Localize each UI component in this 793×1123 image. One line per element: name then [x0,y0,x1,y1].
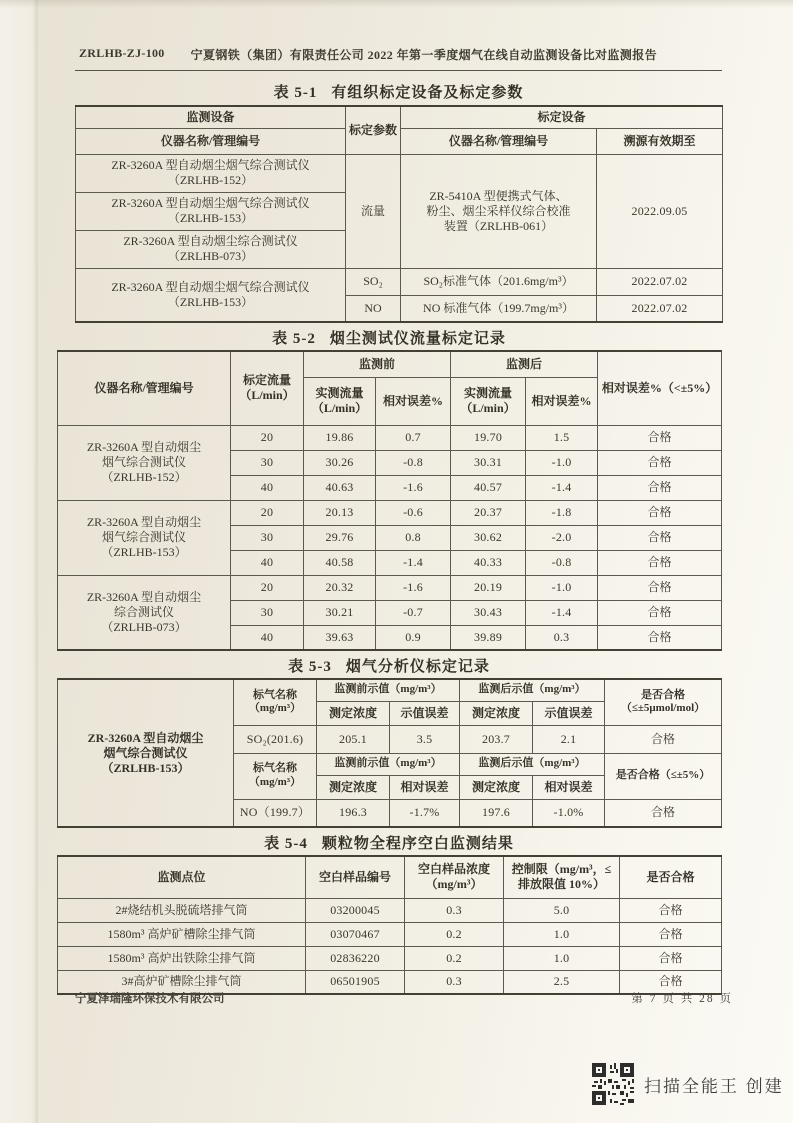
cell-set-flow: 30 [231,450,304,475]
cell-error: -1.7% [390,799,460,827]
cell-error: -1.0 [526,575,598,600]
caption-label: 表 5-4 [264,836,308,852]
instrument-cell [76,192,346,230]
cell-error: 0.7 [376,425,451,450]
cell-limit: 1.0 [504,922,620,946]
cell-error: -0.7 [376,600,451,625]
footer-company: 宁夏泽瑞隆环保技术有限公司 [75,993,225,1005]
cal-device-cell [401,154,597,268]
instrument-line: ZR-3260A 型自动烟尘 [87,730,204,745]
cell-measured: 30.43 [451,600,526,625]
cell-error: -1.0% [533,799,605,827]
cell-monitoring-point: 1580m³ 高炉出铁除尘排气筒 [58,946,306,970]
cell-sample-id: 02836220 [306,946,405,970]
cell-error: -1.0 [526,450,598,475]
cell-result: 合格 [620,970,722,994]
instrument-code: （ZRLHB-153） [167,294,254,309]
table-row [76,268,723,295]
instrument-line: ZR-3260A 型自动烟尘 [86,589,202,604]
table-row [58,856,722,898]
scanner-watermark [592,1063,784,1105]
footer-page-number: 第 7 页 共 28 页 [631,993,733,1005]
doc-title: 宁夏钢铁（集团）有限责任公司 2022 年第一季度烟气在线自动监测设备比对监测报告 [190,48,658,62]
col-header: 监测前示值（mg/m³） [317,679,460,701]
instrument-cell [58,425,231,500]
caption-label: 表 5-1 [273,85,318,101]
col-header: 溯源有效期至 [597,128,723,154]
cell-measured: 39.89 [451,625,526,650]
cell-concentration: 0.2 [405,946,504,970]
instrument-cell [76,230,346,268]
cell-measured: 20.13 [304,500,376,525]
cell-error: -1.8 [526,500,598,525]
col-header: 监测点位 [58,856,306,898]
cell-result: 合格 [605,725,722,753]
cal-device-line: 粉尘、烟尘采样仪综合校准 [426,203,571,218]
col-header: 标定参数 [346,106,401,154]
caption-label: 表 5-2 [272,331,316,347]
col-header: 监测前示值（mg/m³） [317,753,460,775]
cell-error: 2.1 [533,725,605,753]
cell-measured: 39.63 [304,625,376,650]
cell-error: 0.8 [376,525,451,550]
table-row [58,425,722,450]
table-row [58,922,722,946]
cell-set-flow: 40 [231,625,304,650]
col-header: 示值误差 [533,701,605,725]
cell-result: 合格 [598,600,722,625]
instrument-line: （ZRLHB-152） [101,470,187,484]
cell-sample-id: 06501905 [306,970,405,994]
cell-set-flow: 40 [231,475,304,500]
instrument-name: ZR-3260A 型自动烟尘综合测试仪 [123,234,298,248]
cal-gas-cell: SO₂标准气体（201.6mg/m³） [401,268,597,295]
page-content [57,46,723,995]
col-header: 监测设备 [76,106,346,128]
col-header: 是否合格（≤±5%） [605,753,722,799]
cell-error: 0.3 [526,625,598,650]
cell-result: 合格 [598,525,722,550]
valid-date-cell: 2022.07.02 [597,295,723,322]
table51-caption [75,81,722,102]
col-header: 标气名称（mg/m³） [234,753,317,799]
cell-gas: NO（199.7） [234,799,317,827]
cell-sample-id: 03070467 [306,922,405,946]
cell-error: -1.4 [526,475,598,500]
cell-limit: 5.0 [504,898,620,922]
instrument-cell [58,500,231,575]
cell-measured: 30.21 [304,600,376,625]
instrument-name: ZR-3260A 型自动烟尘烟气综合测试仪 [111,196,310,210]
col-header: 测定浓度 [460,701,533,725]
instrument-line: （ZRLHB-073） [101,619,187,634]
table52-caption [57,327,721,348]
col-header: 测定浓度 [460,775,533,799]
table-row [76,106,723,128]
caption-text: 颗粒物全程序空白监测结果 [321,836,514,852]
cal-device-line: 装置（ZRLHB-061） [443,218,554,233]
cell-error: -1.6 [376,475,451,500]
table-row [58,575,722,600]
cell-measured: 40.57 [451,475,526,500]
instrument-line: ZR-3260A 型自动烟尘 [86,515,202,529]
col-header: 仪器名称/管理编号 [58,351,231,425]
scan-edge [0,0,38,1123]
cell-set-flow: 20 [231,500,304,525]
cell-monitoring-point: 1580m³ 高炉矿槽除尘排气筒 [58,922,306,946]
col-header: 监测后 [451,351,598,377]
cell-error: -1.4 [376,550,451,575]
cell-monitoring-point: 3#高炉矿槽除尘排气筒 [58,970,306,994]
instrument-line: 烟气综合测试仪 [101,455,186,469]
table-flow-calibration [57,350,722,651]
cell-measured: 20.19 [451,575,526,600]
col-header: 标气名称（mg/m³） [234,679,317,725]
param-cell: 流量 [346,154,401,268]
col-header: 相对误差 [390,775,460,799]
cell-concentration: 0.3 [405,970,504,994]
cell-measured: 19.86 [304,425,376,450]
valid-date-cell: 2022.09.05 [597,154,723,268]
table-row [76,154,723,192]
cell-error: 1.5 [526,425,598,450]
cell-result: 合格 [620,946,722,970]
caption-text: 有组织标定设备及标定参数 [331,85,524,101]
instrument-code: （ZRLHB-153） [167,211,254,225]
instrument-line: 综合测试仪 [113,604,174,619]
cal-gas-cell: NO 标准气体（199.7mg/m³） [401,295,597,322]
table-blank-monitoring [57,855,722,995]
watermark-text: 扫描全能王 创建 [644,1076,784,1096]
param-cell: NO [346,295,401,322]
instrument-code: （ZRLHB-073） [167,249,254,263]
valid-date-cell: 2022.07.02 [597,268,723,295]
col-header: 相对误差%（<±5%） [598,351,722,425]
cell-measured: 29.76 [304,525,376,550]
cell-result: 合格 [598,550,722,575]
cell-measured: 40.33 [451,550,526,575]
param-cell: SO₂ [346,268,401,295]
col-header: 测定浓度 [317,775,390,799]
instrument-name: ZR-3260A 型自动烟尘烟气综合测试仪 [111,158,310,172]
col-header: 实测流量（L/min） [304,377,376,425]
instrument-line: （ZRLHB-153） [101,760,190,775]
caption-label: 表 5-3 [288,659,332,675]
cell-measured: 20.37 [451,500,526,525]
header-rule [75,70,722,71]
cell-error: -0.6 [376,500,451,525]
table53-caption [57,655,721,676]
cell-error: -1.4 [526,600,598,625]
cell-error: 3.5 [390,725,460,753]
col-header: 示值误差 [390,701,460,725]
col-header: 监测前 [304,351,451,377]
table54-caption [57,832,721,853]
table-row [58,898,722,922]
cell-sample-id: 03200045 [306,898,405,922]
cell-set-flow: 30 [231,525,304,550]
cell-set-flow: 30 [231,600,304,625]
cell-result: 合格 [620,922,722,946]
table-row [58,351,722,377]
table-row [58,679,722,701]
instrument-line: 烟气综合测试仪 [103,745,188,760]
table-gas-analyzer-calibration [57,678,722,828]
scan-edge [0,0,793,8]
col-header: 控制限（mg/m³，≤排放限值 10%） [504,856,620,898]
cell-result: 合格 [598,475,722,500]
cell-result: 合格 [598,625,722,650]
cell-result: 合格 [598,450,722,475]
col-header: 空白样品编号 [306,856,405,898]
cell-concentration: 0.2 [405,922,504,946]
cell-monitoring-point: 2#烧结机头脱硫塔排气筒 [58,898,306,922]
qr-code-icon [592,1063,634,1105]
cell-concentration: 0.3 [405,898,504,922]
col-header: 标定设备 [401,106,723,128]
col-header: 监测后示值（mg/m³） [460,679,605,701]
cell-result: 合格 [598,575,722,600]
cell-concentration: 203.7 [460,725,533,753]
instrument-line: （ZRLHB-153） [101,545,187,559]
instrument-cell [76,268,346,322]
cell-error: -2.0 [526,525,598,550]
col-header: 实测流量（L/min） [451,377,526,425]
cell-result: 合格 [620,898,722,922]
cell-error: -0.8 [526,550,598,575]
running-header [79,46,723,63]
caption-text: 烟尘测试仪流量标定记录 [329,331,506,347]
instrument-code: （ZRLHB-152） [167,173,254,187]
table-calibration-devices [75,105,723,323]
caption-text: 烟气分析仪标定记录 [345,659,490,675]
cell-measured: 40.63 [304,475,376,500]
instrument-line: ZR-3260A 型自动烟尘 [86,440,202,454]
cell-limit: 2.5 [504,970,620,994]
cell-result: 合格 [605,799,722,827]
instrument-name: ZR-3260A 型自动烟尘烟气综合测试仪 [111,279,310,294]
col-header: 是否合格（≤±5μmol/mol） [605,679,722,725]
col-header: 监测后示值（mg/m³） [460,753,605,775]
cell-gas: SO₂(201.6) [234,725,317,753]
cell-set-flow: 20 [231,425,304,450]
cell-measured: 40.58 [304,550,376,575]
col-header: 空白样品浓度（mg/m³） [405,856,504,898]
instrument-cell [58,679,234,827]
cell-measured: 30.62 [451,525,526,550]
table-row [58,946,722,970]
cell-concentration: 196.3 [317,799,390,827]
cell-measured: 20.32 [304,575,376,600]
col-header: 仪器名称/管理编号 [76,128,346,154]
col-header: 测定浓度 [317,701,390,725]
page-footer [75,990,733,1006]
table-row [58,500,722,525]
col-header: 是否合格 [620,856,722,898]
cell-measured: 19.70 [451,425,526,450]
cell-result: 合格 [598,500,722,525]
instrument-cell [76,154,346,192]
cell-set-flow: 20 [231,575,304,600]
cell-error: -0.8 [376,450,451,475]
cell-measured: 30.31 [451,450,526,475]
col-header: 仪器名称/管理编号 [401,128,597,154]
cell-limit: 1.0 [504,946,620,970]
doc-code: ZRLHB-ZJ-100 [79,46,165,60]
cell-concentration: 197.6 [460,799,533,827]
col-header: 相对误差 [533,775,605,799]
col-header: 相对误差% [526,377,598,425]
col-header: 标定流量（L/min） [231,351,304,425]
cal-device-line: ZR-5410A 型便携式气体、 [429,188,568,203]
cell-error: -1.6 [376,575,451,600]
cell-concentration: 205.1 [317,725,390,753]
cell-error: 0.9 [376,625,451,650]
instrument-cell [58,575,231,650]
cell-measured: 30.26 [304,450,376,475]
cell-result: 合格 [598,425,722,450]
cell-set-flow: 40 [231,550,304,575]
col-header: 相对误差% [376,377,451,425]
instrument-line: 烟气综合测试仪 [101,530,186,544]
